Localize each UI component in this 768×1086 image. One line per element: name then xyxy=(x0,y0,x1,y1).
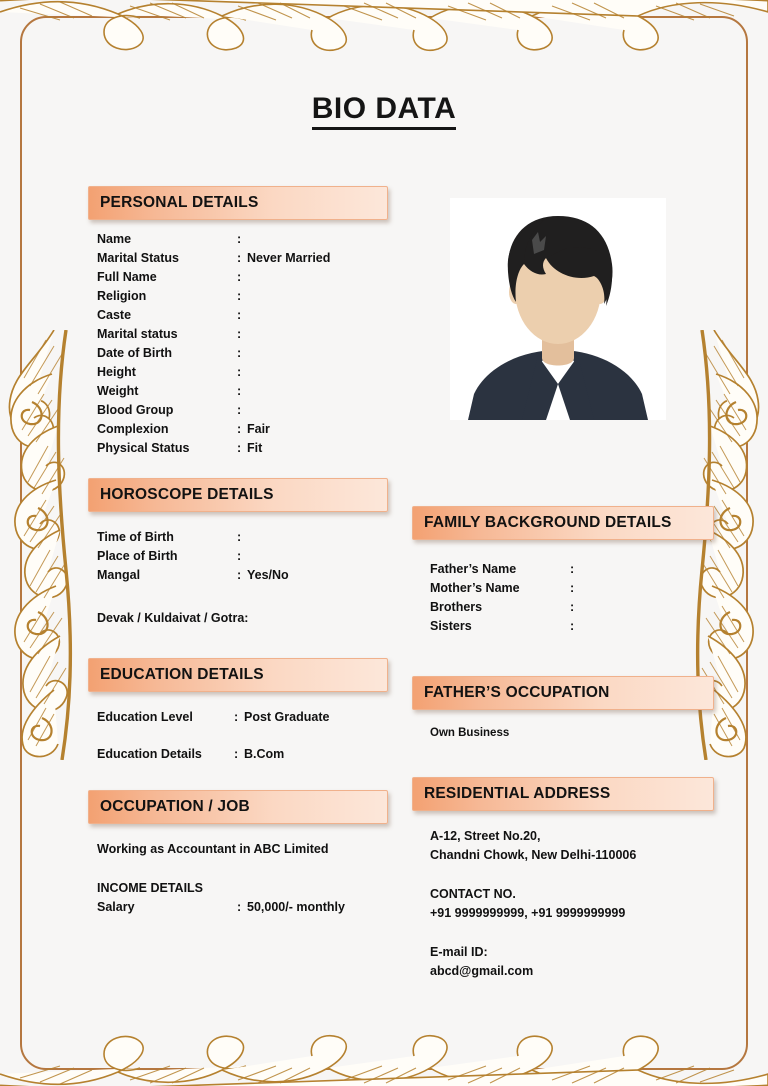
field-separator: : xyxy=(234,710,239,724)
field-value: 50,000/- monthly xyxy=(247,900,345,914)
table-row xyxy=(97,898,388,917)
field-value xyxy=(247,306,388,325)
table-row xyxy=(97,547,388,566)
section-title: FATHER’S OCCUPATION xyxy=(424,684,610,701)
field-label: Place of Birth xyxy=(97,549,178,563)
field-value xyxy=(247,268,388,287)
page-title-text: BIO DATA xyxy=(312,92,457,130)
field-value xyxy=(580,560,714,579)
field-label: Weight xyxy=(97,384,139,398)
field-value xyxy=(580,598,714,617)
field-value xyxy=(247,363,388,382)
address-line-1: A-12, Street No.20, xyxy=(430,829,541,843)
field-label: Father’s Name xyxy=(430,562,517,576)
field-value xyxy=(247,547,388,566)
table-row xyxy=(97,745,388,764)
table-row xyxy=(430,617,714,636)
field-value xyxy=(247,344,388,363)
field-separator: : xyxy=(237,441,242,455)
section-header-horoscope-details xyxy=(88,478,388,512)
table-row xyxy=(97,268,388,287)
section-header-residential-address xyxy=(412,777,714,811)
field-separator: : xyxy=(237,403,242,417)
education-details-fields xyxy=(88,708,388,764)
table-row xyxy=(97,420,388,439)
field-label: Time of Birth xyxy=(97,530,174,544)
field-value xyxy=(247,382,388,401)
ornament-top-icon xyxy=(0,0,768,56)
field-separator: : xyxy=(237,270,242,284)
horoscope-details-fields xyxy=(88,528,388,585)
right-column xyxy=(412,186,714,981)
field-label: Caste xyxy=(97,308,132,322)
field-separator: : xyxy=(237,232,242,246)
field-label: Mangal xyxy=(97,568,141,582)
table-row xyxy=(430,598,714,617)
field-label: Blood Group xyxy=(97,403,174,417)
field-label: Religion xyxy=(97,289,147,303)
email-value: abcd@gmail.com xyxy=(430,964,534,978)
section-title: RESIDENTIAL ADDRESS xyxy=(424,785,611,802)
table-row xyxy=(97,363,388,382)
table-row xyxy=(430,579,714,598)
table-row xyxy=(97,708,388,727)
field-separator: : xyxy=(237,346,242,360)
field-value xyxy=(247,401,388,420)
field-separator: : xyxy=(237,327,242,341)
field-value xyxy=(247,528,388,547)
field-label: Name xyxy=(97,232,132,246)
field-value xyxy=(247,325,388,344)
field-separator: : xyxy=(570,581,575,595)
section-header-family-background-details xyxy=(412,506,714,540)
working-description: Working as Accountant in ABC Limited xyxy=(97,842,329,856)
field-label: Complexion xyxy=(97,422,169,436)
fathers-occupation-value: Own Business xyxy=(430,727,510,739)
section-title: FAMILY BACKGROUND DETAILS xyxy=(424,514,672,531)
field-value: Post Graduate xyxy=(244,710,330,724)
table-row xyxy=(97,382,388,401)
table-row xyxy=(97,528,388,547)
field-separator: : xyxy=(570,562,575,576)
table-row xyxy=(97,439,388,458)
ornament-bottom-icon xyxy=(0,1022,768,1086)
devak-kuldaivat-gotra-line: Devak / Kuldaivat / Gotra: xyxy=(97,611,249,625)
field-value: Fair xyxy=(247,422,270,436)
field-separator: : xyxy=(237,251,242,265)
income-details-fields xyxy=(88,898,388,917)
field-label: Education Details xyxy=(97,747,202,761)
field-separator: : xyxy=(237,308,242,322)
field-label: Physical Status xyxy=(97,441,190,455)
field-value xyxy=(247,287,388,306)
field-separator: : xyxy=(237,422,242,436)
table-row xyxy=(430,560,714,579)
section-title: HOROSCOPE DETAILS xyxy=(100,486,274,503)
section-title: PERSONAL DETAILS xyxy=(100,194,259,211)
field-label: Date of Birth xyxy=(97,346,172,360)
field-separator: : xyxy=(570,619,575,633)
residential-address-body xyxy=(412,827,714,981)
field-separator: : xyxy=(237,289,242,303)
field-value: Yes/No xyxy=(247,568,289,582)
field-label: Brothers xyxy=(430,600,483,614)
personal-details-fields xyxy=(88,230,388,458)
table-row xyxy=(97,566,388,585)
field-separator: : xyxy=(237,530,242,544)
field-value xyxy=(580,617,714,636)
field-separator: : xyxy=(237,384,242,398)
field-label: Sisters xyxy=(430,619,472,633)
field-label: Height xyxy=(97,365,136,379)
contact-heading: CONTACT NO. xyxy=(430,887,516,901)
email-heading: E-mail ID: xyxy=(430,945,488,959)
table-row xyxy=(97,325,388,344)
field-value: Fit xyxy=(247,441,263,455)
left-column xyxy=(88,186,388,917)
field-value xyxy=(247,230,388,249)
table-row xyxy=(97,249,388,268)
table-row xyxy=(97,344,388,363)
section-title: OCCUPATION / JOB xyxy=(100,798,250,815)
section-header-education-details xyxy=(88,658,388,692)
address-line-2: Chandni Chowk, New Delhi-110006 xyxy=(430,848,637,862)
field-separator: : xyxy=(237,549,242,563)
contact-numbers: +91 9999999999, +91 9999999999 xyxy=(430,906,626,920)
section-header-occupation-job xyxy=(88,790,388,824)
field-separator: : xyxy=(570,600,575,614)
field-separator: : xyxy=(234,747,239,761)
field-value xyxy=(580,579,714,598)
income-details-heading: INCOME DETAILS xyxy=(97,881,204,895)
field-value: Never Married xyxy=(247,251,331,265)
field-separator: : xyxy=(237,568,242,582)
field-separator: : xyxy=(237,365,242,379)
field-label: Education Level xyxy=(97,710,193,724)
table-row xyxy=(97,230,388,249)
section-header-fathers-occupation xyxy=(412,676,714,710)
table-row xyxy=(97,287,388,306)
family-background-fields xyxy=(412,560,714,636)
field-label: Salary xyxy=(97,900,135,914)
field-value: B.Com xyxy=(244,747,285,761)
field-label: Mother’s Name xyxy=(430,581,520,595)
field-label: Marital Status xyxy=(97,251,179,265)
field-label: Full Name xyxy=(97,270,157,284)
field-separator: : xyxy=(237,900,242,914)
field-label: Marital status xyxy=(97,327,178,341)
section-header-personal-details xyxy=(88,186,388,220)
page-title xyxy=(0,92,768,126)
table-row xyxy=(97,306,388,325)
table-row xyxy=(97,401,388,420)
section-title: EDUCATION DETAILS xyxy=(100,666,264,683)
